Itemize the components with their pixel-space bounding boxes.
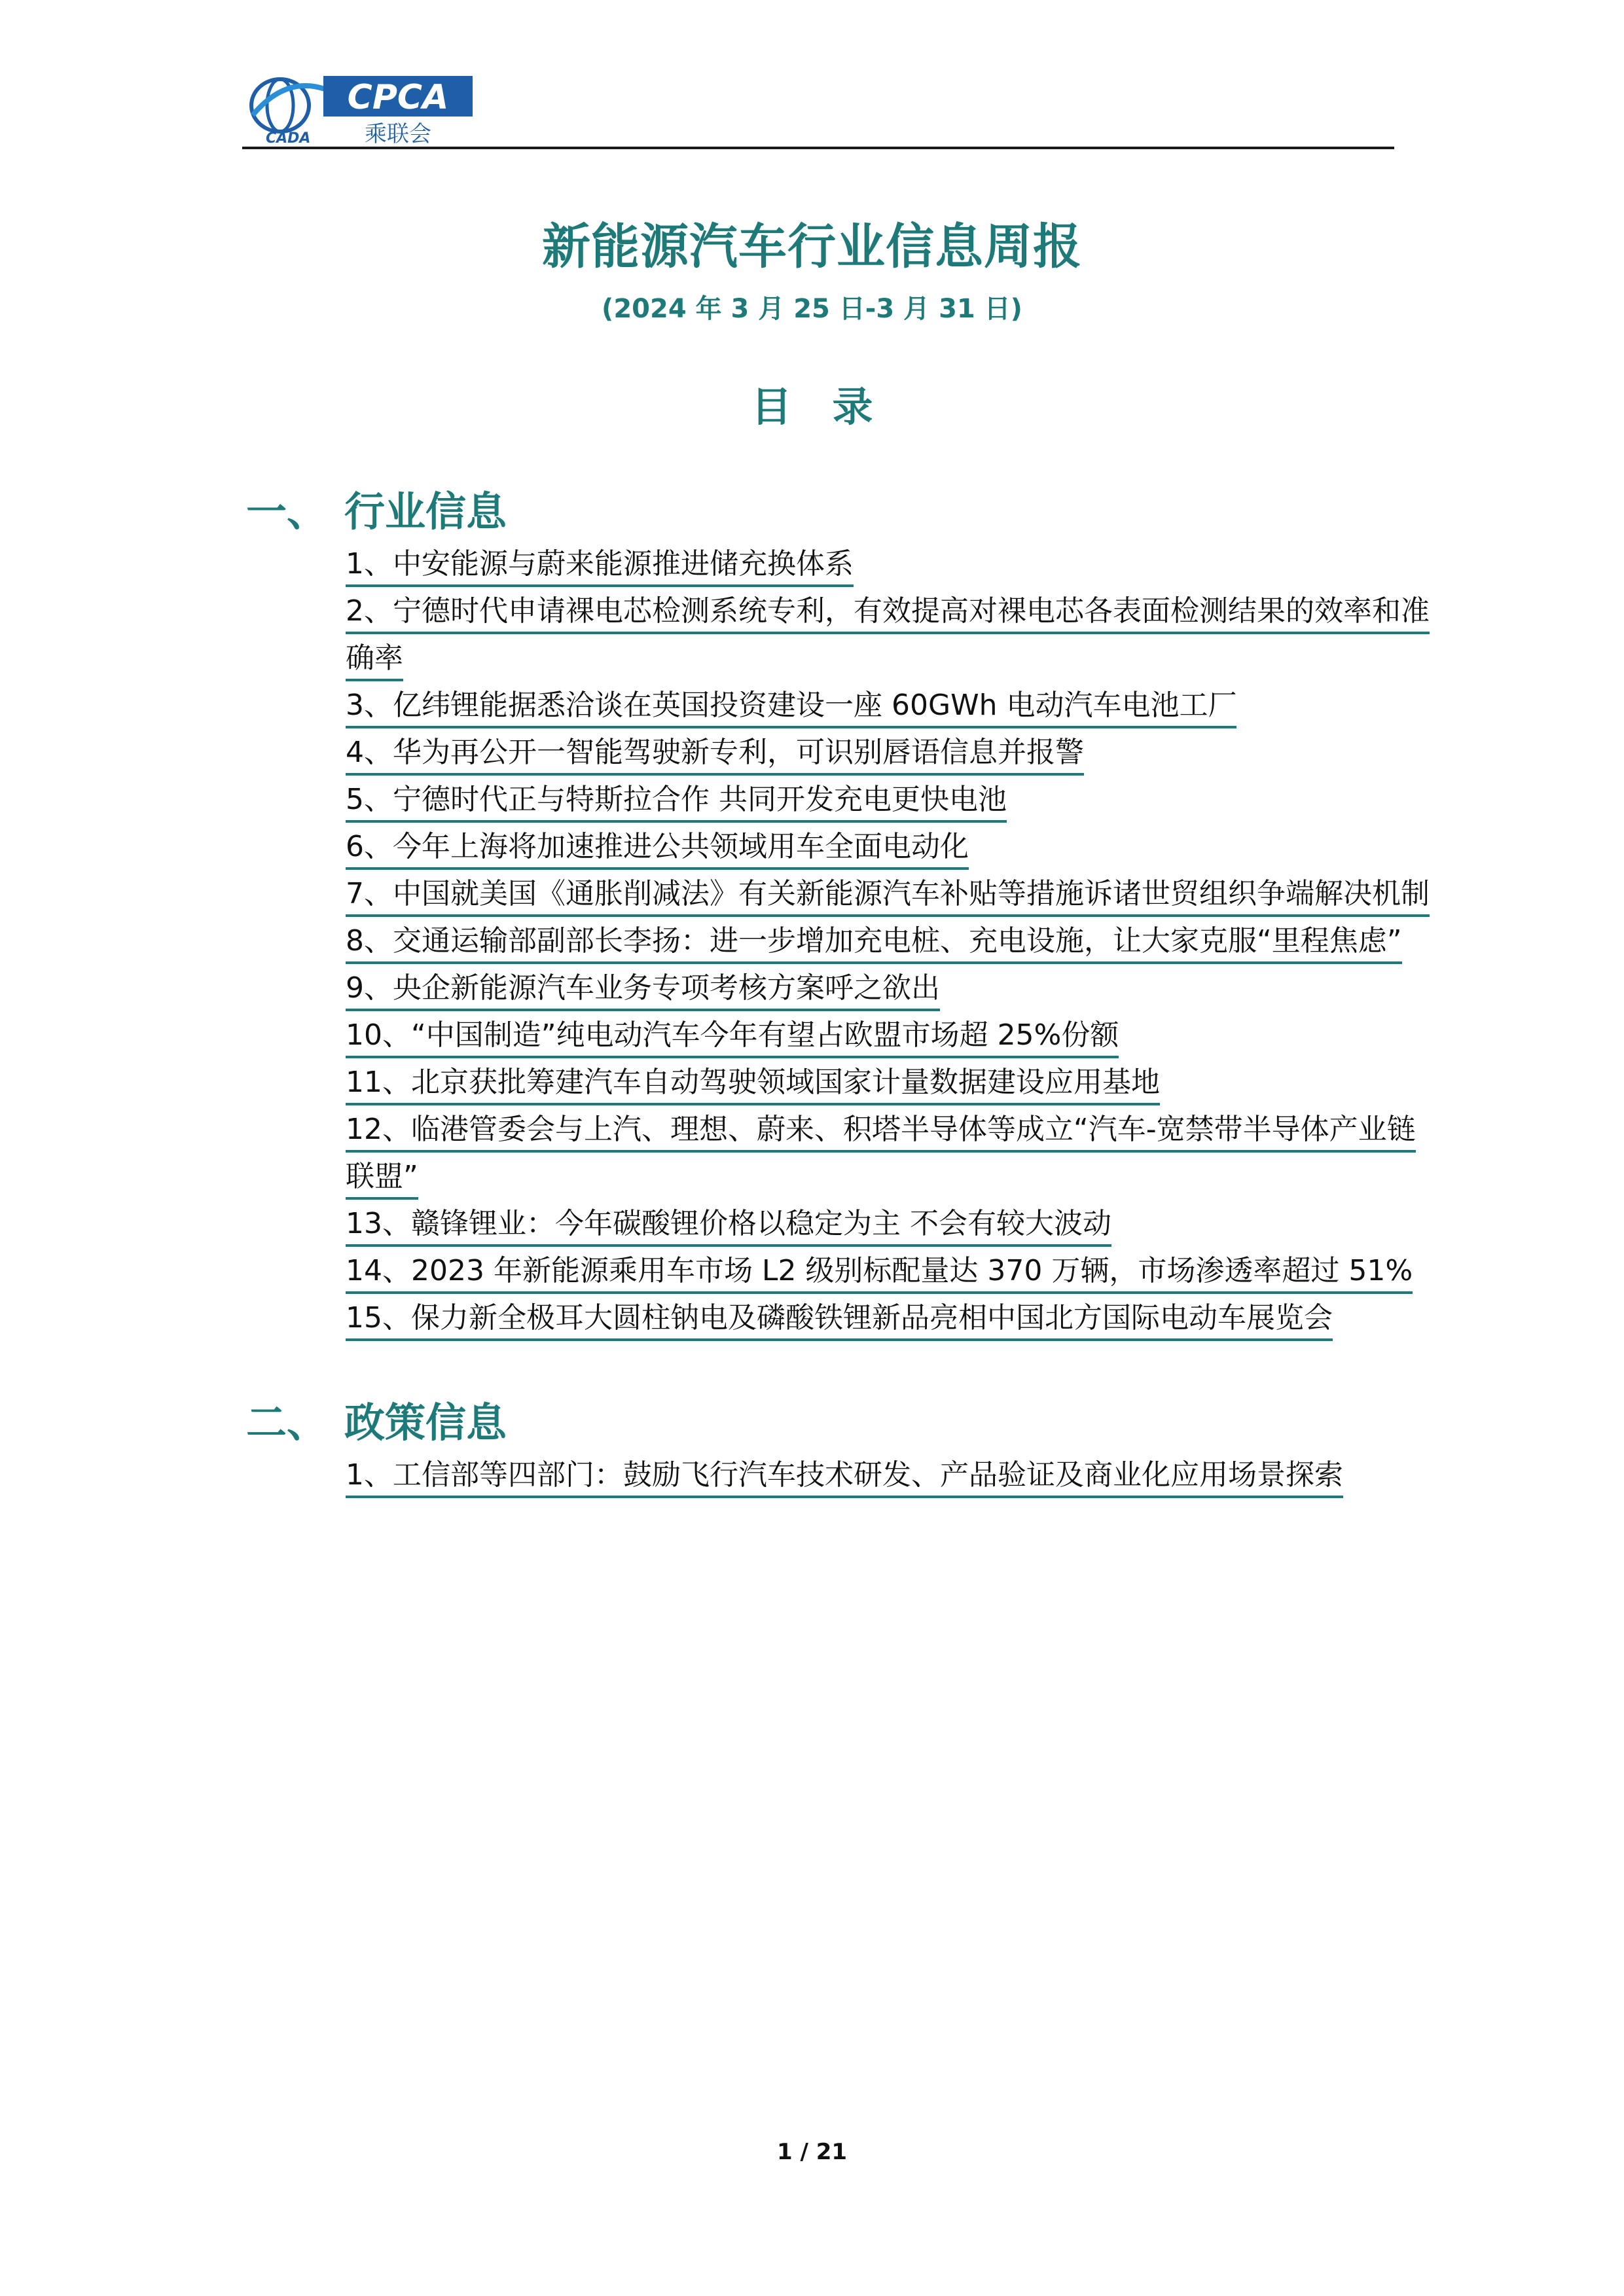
toc-link[interactable]: 11、北京获批筹建汽车自动驾驶领域国家计量数据建设应用基地 [346, 1059, 1393, 1106]
logo-small-text: CADA [266, 130, 311, 147]
toc-link[interactable]: 7、中国就美国《通胀削减法》有关新能源汽车补贴等措施诉诸世贸组织争端解决机制 [346, 870, 1393, 918]
cpca-logo [246, 69, 475, 147]
toc-link[interactable]: 15、保力新全极耳大圆柱钠电及磷酸铁锂新品亮相中国北方国际电动车展览会 [346, 1295, 1393, 1342]
document-title: 新能源汽车行业信息周报 [542, 219, 1082, 275]
toc-link[interactable]: 1、中安能源与蔚来能源推进储充换体系 [346, 541, 1393, 588]
toc-list-policy [346, 1452, 1393, 1499]
logo-subtext: 乘联会 [365, 121, 431, 147]
toc-link[interactable]: 12、临港管委会与上汽、理想、蔚来、积塔半导体等成立“汽车-宽禁带半导体产业链 [346, 1106, 1393, 1153]
logo-text: CPCA [347, 78, 449, 117]
toc-link[interactable]: 10、“中国制造”纯电动汽车今年有望占欧盟市场超 25%份额 [346, 1012, 1393, 1059]
toc-link[interactable]: 5、宁德时代正与特斯拉合作 共同开发充电更快电池 [346, 776, 1393, 823]
toc-heading: 目 录 [751, 383, 873, 431]
toc-link[interactable]: 13、赣锋锂业：今年碳酸锂价格以稳定为主 不会有较大波动 [346, 1200, 1393, 1247]
page-number: 1 / 21 [776, 2139, 848, 2165]
section-heading-industry [246, 482, 507, 534]
toc-link[interactable]: 14、2023 年新能源乘用车市场 L2 级别标配量达 370 万辆，市场渗透率超过 51% [346, 1247, 1393, 1295]
date-range: (2024 年 3 月 25 日-3 月 31 日) [602, 294, 1022, 324]
section-title: 政策信息 [344, 1398, 507, 1446]
section-number: 一、 [246, 487, 328, 535]
section-number: 二、 [246, 1398, 328, 1446]
toc-link[interactable]: 联盟” [346, 1153, 1393, 1200]
toc-link[interactable]: 2、宁德时代申请裸电芯检测系统专利，有效提高对裸电芯各表面检测结果的效率和准 [346, 588, 1393, 635]
toc-link[interactable]: 3、亿纬锂能据悉洽谈在英国投资建设一座 60GWh 电动汽车电池工厂 [346, 682, 1393, 729]
header-divider [242, 147, 1394, 149]
toc-link[interactable]: 4、华为再公开一智能驾驶新专利，可识别唇语信息并报警 [346, 729, 1393, 776]
toc-link[interactable]: 9、央企新能源汽车业务专项考核方案呼之欲出 [346, 965, 1393, 1012]
section-title: 行业信息 [344, 487, 507, 535]
toc-link[interactable]: 6、今年上海将加速推进公共领域用车全面电动化 [346, 823, 1393, 870]
toc-link[interactable]: 8、交通运输部副部长李扬：进一步增加充电桩、充电设施，让大家克服“里程焦虑” [346, 918, 1393, 965]
section-heading-policy [246, 1393, 507, 1445]
toc-list-industry [346, 541, 1430, 1342]
toc-link[interactable]: 确率 [346, 635, 1393, 682]
toc-link[interactable]: 1、工信部等四部门：鼓励飞行汽车技术研发、产品验证及商业化应用场景探索 [346, 1452, 1393, 1499]
